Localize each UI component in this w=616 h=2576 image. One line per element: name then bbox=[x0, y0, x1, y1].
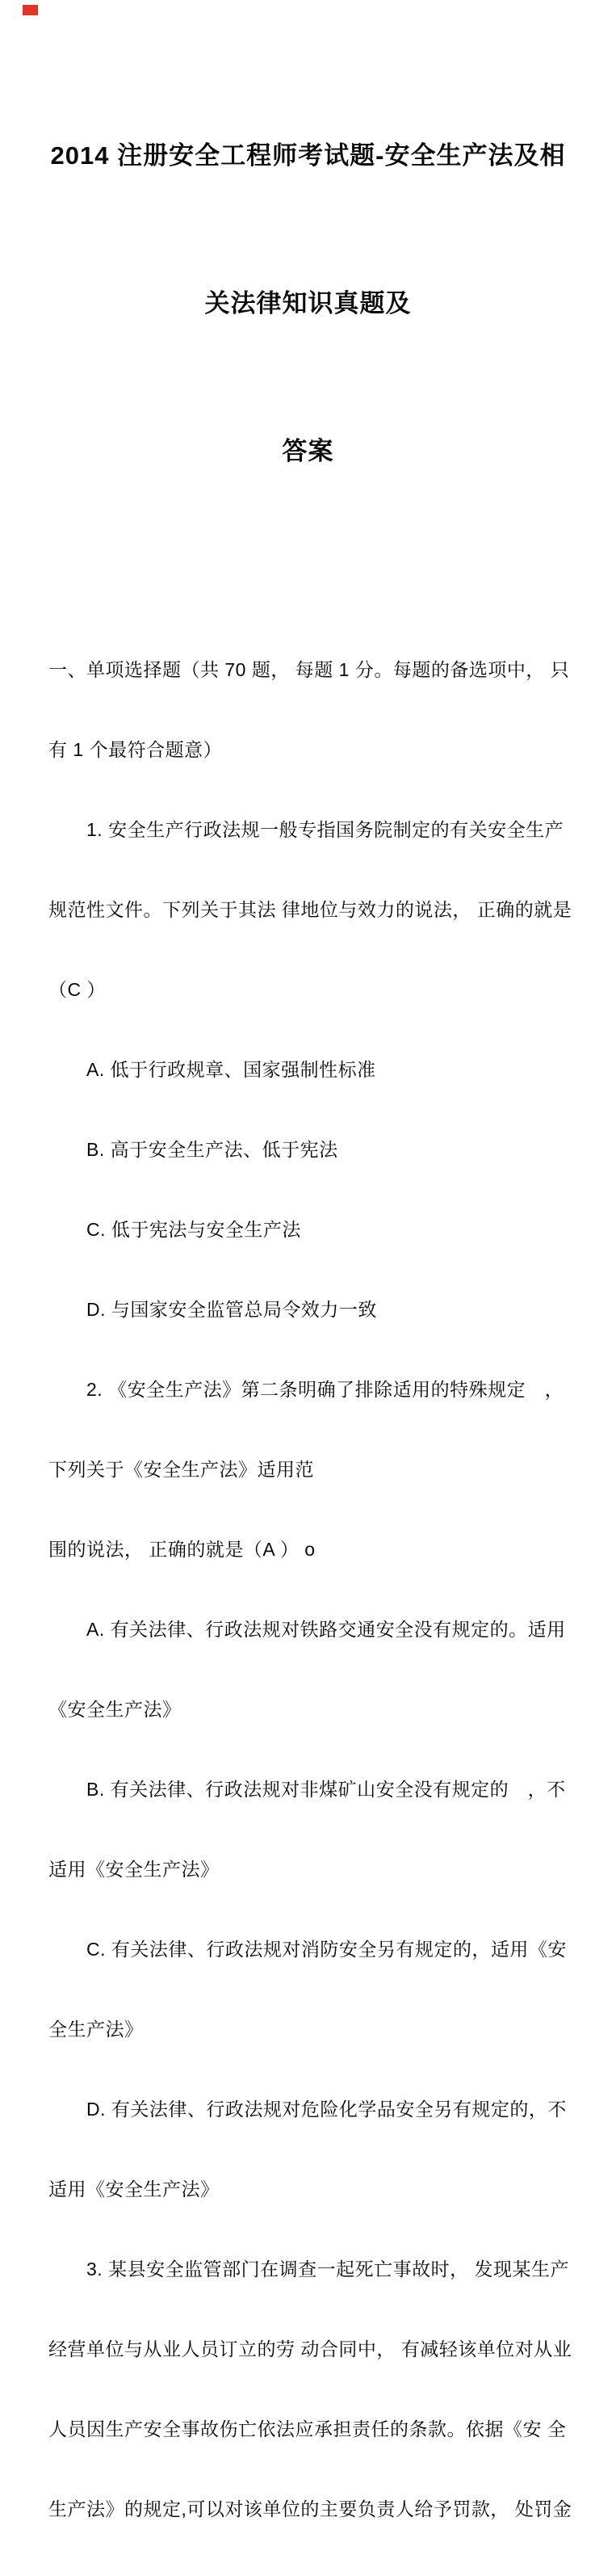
text-line: C. 低于宪法与安全生产法 bbox=[48, 1219, 301, 1240]
text-line: 一、单项选择题（共 70 题， 每题 1 分。每题的备选项中， 只 bbox=[48, 659, 570, 680]
text-line: 适用《安全生产法》 bbox=[48, 1859, 220, 1880]
text-line: 3. 某县安全监管部门在调查一起死亡事故时， 发现某生产 bbox=[48, 2259, 569, 2280]
text-line: 《安全生产法》 bbox=[48, 1699, 182, 1720]
text-line: 全生产法》 bbox=[48, 2019, 144, 2040]
text-line: 生产法》的规定,可以对该单位的主要负责人给予罚款， 处罚金 bbox=[48, 2498, 572, 2519]
document-body bbox=[48, 603, 592, 2576]
text-line: 1. 安全生产行政法规一般专指国务院制定的有关安全生产 bbox=[48, 819, 564, 840]
text-line: （C ） bbox=[48, 979, 106, 1000]
text-line: 适用《安全生产法》 bbox=[48, 2179, 220, 2200]
text-line: 规范性文件。下列关于其法 律地位与效力的说法， 正确的就是 bbox=[48, 899, 572, 920]
text-line: D. 与国家安全监管总局令效力一致 bbox=[48, 1299, 377, 1320]
text-line: 经营单位与从业人员订立的劳 动合同中， 有减轻该单位对从业 bbox=[48, 2339, 572, 2360]
red-marker-icon bbox=[23, 5, 38, 15]
title-line-1: 2014 注册安全工程师考试题-安全生产法及相 bbox=[50, 141, 566, 170]
text-line: D. 有关法律、行政法规对危险化学品安全另有规定的，不 bbox=[48, 2099, 567, 2120]
text-line: A. 低于行政规章、国家强制性标准 bbox=[48, 1059, 376, 1080]
text-line: 围的说法， 正确的就是（A ） o bbox=[48, 1539, 316, 1560]
title-line-2: 关法律知识真题及 bbox=[204, 289, 412, 317]
document-title bbox=[0, 0, 616, 574]
text-line: C. 有关法律、行政法规对消防安全另有规定的，适用《安 bbox=[48, 1939, 567, 1960]
text-line: 有 1 个最符合题意） bbox=[48, 739, 223, 760]
title-line-3: 答案 bbox=[282, 437, 334, 465]
text-line: 人员因生产安全事故伤亡依法应承担责任的条款。依据《安 全 bbox=[48, 2418, 567, 2439]
text-line: A. 有关法律、行政法规对铁路交通安全没有规定的。适用 bbox=[48, 1619, 566, 1640]
text-line: 2. 《安全生产法》第二条明确了排除适用的特殊规定 ， bbox=[48, 1379, 564, 1400]
text-line: B. 有关法律、行政法规对非煤矿山安全没有规定的 ，不 bbox=[48, 1779, 566, 1800]
text-line: 下列关于《安全生产法》适用范 bbox=[48, 1459, 314, 1480]
text-line: B. 高于安全生产法、低于宪法 bbox=[48, 1139, 338, 1160]
